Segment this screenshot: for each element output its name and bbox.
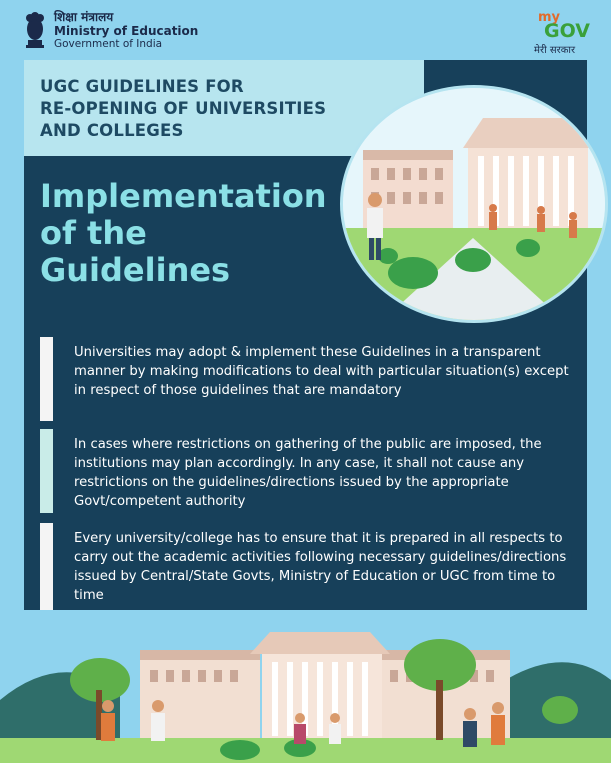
title-line-1: Implementation — [40, 177, 327, 215]
title-line-2: of the — [40, 214, 147, 252]
mygov-logo-icon — [530, 10, 596, 54]
headline-line-2: RE-OPENING OF UNIVERSITIES — [40, 99, 327, 118]
ministry-hindi: शिक्षा मंत्रालय — [54, 10, 114, 24]
national-emblem-icon — [22, 10, 48, 50]
item-marker — [40, 429, 53, 513]
government-name: Government of India — [54, 38, 163, 50]
guideline-item — [40, 429, 580, 513]
header — [0, 0, 611, 60]
campus-illustration — [340, 85, 608, 323]
guideline-text: Universities may adopt & implement these Guidelines in a transparent manner by making modifications to deal with particular situation(s) except in respect of those guidelines that are mandatory — [74, 345, 569, 398]
headline — [40, 76, 400, 142]
mygov-gov: GOV — [544, 20, 590, 42]
page-title — [40, 178, 340, 289]
guideline-text: In cases where restrictions on gathering of the public are imposed, the institutions may plan accordingly. In any case, it shall not cause any restrictions on the guidelines/directions issued by the appropriate Govt/competent authority — [74, 437, 542, 509]
guideline-item — [40, 523, 580, 611]
ministry-block — [54, 10, 198, 51]
mygov-my: my — [538, 10, 561, 25]
ministry-name: Ministry of Education — [54, 24, 199, 38]
item-marker — [40, 337, 53, 421]
headline-line-3: AND COLLEGES — [40, 121, 184, 140]
title-line-3: Guidelines — [40, 251, 231, 289]
item-marker — [40, 523, 53, 611]
mygov-subtitle: मेरी सरकार — [534, 45, 576, 56]
university-building-icon — [343, 88, 605, 320]
campus-footer-illustration — [0, 610, 611, 763]
guideline-text: Every university/college has to ensure that it is prepared in all respects to carry out the academic activities following necessary guidelines/directions issued by Central/State Govts, Ministry of Education or UGC from time to time — [74, 531, 567, 603]
guideline-item — [40, 337, 580, 421]
headline-line-1: UGC GUIDELINES FOR — [40, 77, 244, 96]
